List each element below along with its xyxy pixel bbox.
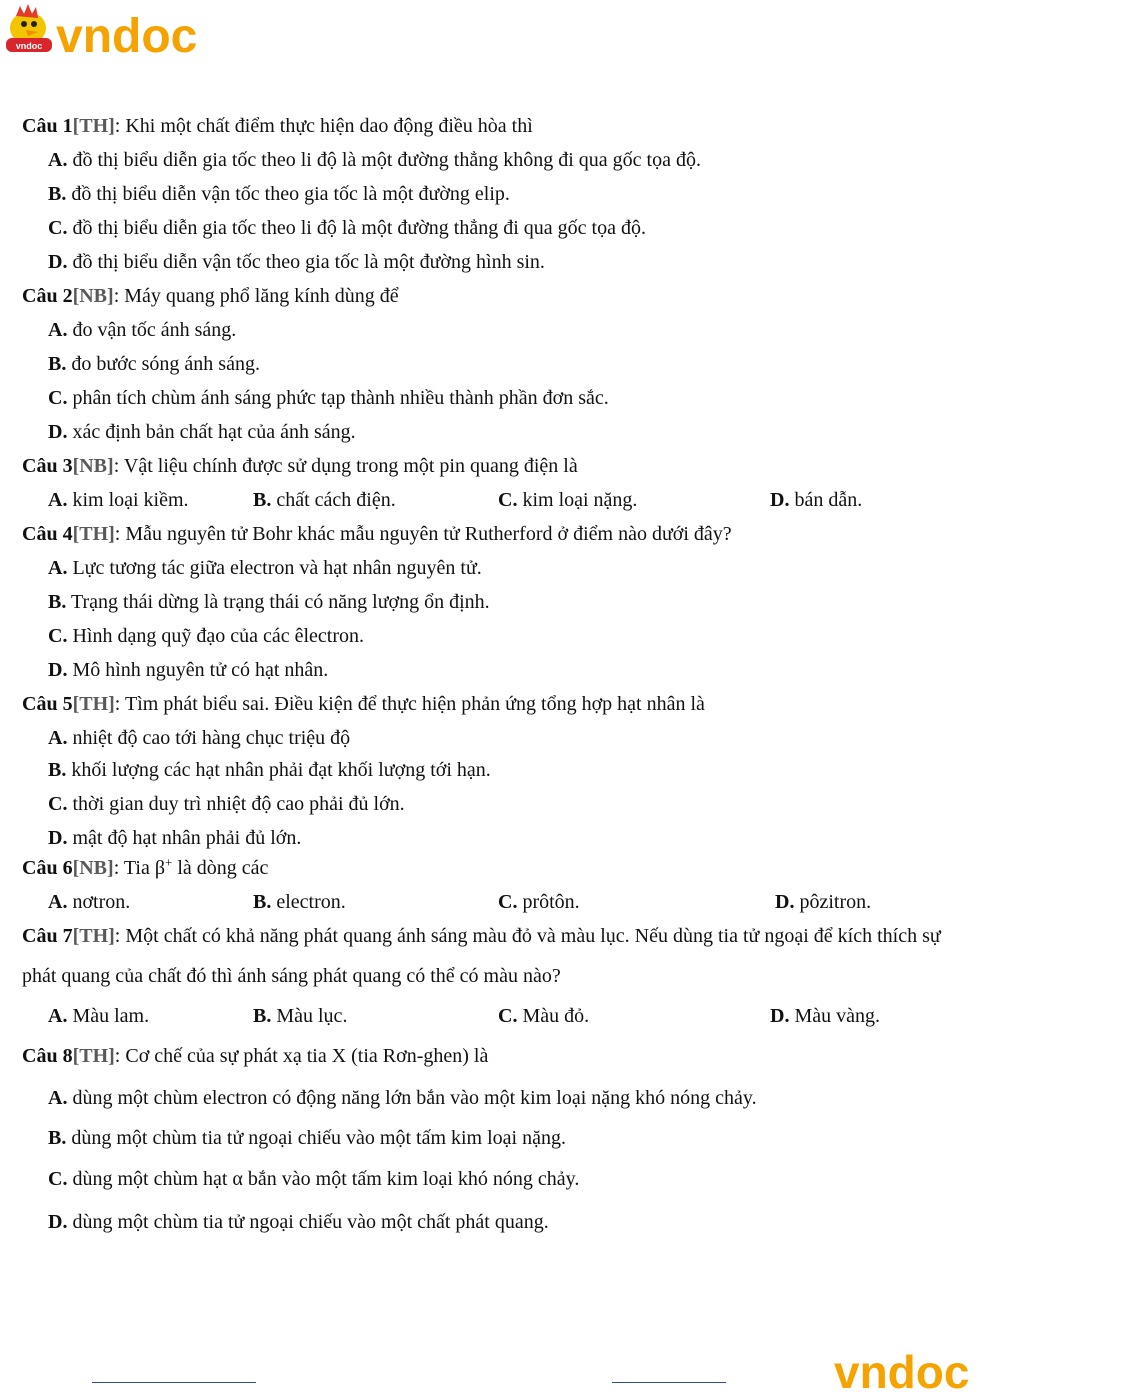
question-4-option-b[interactable]: B. Trạng thái dừng là trạng thái có năng lượng ổn định. — [48, 591, 490, 613]
footer-link-underline-right[interactable] — [612, 1382, 726, 1383]
question-7-option-b[interactable]: B. Màu lục. — [253, 1005, 348, 1027]
question-2-option-b[interactable]: B. đo bước sóng ánh sáng. — [48, 353, 260, 375]
question-8-option-a[interactable]: A. dùng một chùm electron có động năng lớn bắn vào một kim loại nặng khó nóng chảy. — [48, 1087, 757, 1109]
question-1-option-a[interactable]: A. đồ thị biểu diễn gia tốc theo li độ là một đường thẳng không đi qua gốc tọa độ. — [48, 149, 701, 171]
question-3-title: Câu 3[NB]: Vật liệu chính được sử dụng trong một pin quang điện là — [22, 455, 578, 477]
question-7-option-c[interactable]: C. Màu đỏ. — [498, 1005, 590, 1027]
question-4-option-d[interactable]: D. Mô hình nguyên tử có hạt nhân. — [48, 659, 329, 681]
question-8-option-d[interactable]: D. dùng một chùm tia tử ngoại chiếu vào một chất phát quang. — [48, 1211, 549, 1233]
question-8-option-b[interactable]: B. dùng một chùm tia tử ngoại chiếu vào một tấm kim loại nặng. — [48, 1127, 566, 1149]
question-6-option-b[interactable]: B. electron. — [253, 891, 346, 913]
question-6-option-d[interactable]: D. pôzitron. — [775, 891, 872, 913]
question-8-option-c[interactable]: C. dùng một chùm hạt α bắn vào một tấm kim loại khó nóng chảy. — [48, 1168, 580, 1190]
question-5-option-b[interactable]: B. khối lượng các hạt nhân phải đạt khối lượng tới hạn. — [48, 759, 491, 781]
question-6-option-a[interactable]: A. nơtron. — [48, 891, 131, 913]
question-3-option-d[interactable]: D. bán dẫn. — [770, 489, 863, 511]
question-1-option-c[interactable]: C. đồ thị biểu diễn gia tốc theo li độ là một đường thẳng đi qua gốc tọa độ. — [48, 217, 646, 239]
question-1-title: Câu 1[TH]: Khi một chất điểm thực hiện dao động điều hòa thì — [22, 115, 533, 137]
question-3-option-c[interactable]: C. kim loại nặng. — [498, 489, 638, 511]
question-4-title: Câu 4[TH]: Mẫu nguyên tử Bohr khác mẫu nguyên tử Rutherford ở điểm nào dưới đây? — [22, 523, 732, 545]
question-8-title: Câu 8[TH]: Cơ chế của sự phát xạ tia X (tia Rơn-ghen) là — [22, 1045, 489, 1067]
question-2-option-c[interactable]: C. phân tích chùm ánh sáng phức tạp thành nhiều thành phần đơn sắc. — [48, 387, 609, 409]
question-1-option-d[interactable]: D. đồ thị biểu diễn vận tốc theo gia tốc là một đường hình sin. — [48, 251, 545, 273]
question-6-options-row — [48, 890, 1108, 914]
question-7-option-d[interactable]: D. Màu vàng. — [770, 1005, 880, 1027]
footer-vndoc-logo — [834, 1346, 1006, 1394]
question-5-title: Câu 5[TH]: Tìm phát biểu sai. Điều kiện để thực hiện phản ứng tổng hợp hạt nhân là — [22, 693, 705, 715]
question-3-option-b[interactable]: B. chất cách điện. — [253, 489, 396, 511]
question-3-options-row — [48, 488, 1108, 512]
svg-text:vndoc: vndoc — [834, 1346, 970, 1394]
question-5-option-d[interactable]: D. mật độ hạt nhân phải đủ lớn. — [48, 827, 302, 849]
question-7-title-continued: phát quang của chất đó thì ánh sáng phát quang có thể có màu nào? — [22, 965, 561, 987]
question-4-option-a[interactable]: A. Lực tương tác giữa electron và hạt nhân nguyên tử. — [48, 557, 482, 579]
question-2-option-d[interactable]: D. xác định bản chất hạt của ánh sáng. — [48, 421, 356, 443]
question-2-option-a[interactable]: A. đo vận tốc ánh sáng. — [48, 319, 237, 341]
question-6-option-c[interactable]: C. prôtôn. — [498, 891, 580, 913]
question-6-title: Câu 6[NB]: Tia β+ là dòng các — [22, 854, 269, 879]
vndoc-logo — [2, 4, 234, 56]
question-7-option-a[interactable]: A. Màu lam. — [48, 1005, 150, 1027]
question-4-option-c[interactable]: C. Hình dạng quỹ đạo của các êlectron. — [48, 625, 364, 647]
question-5-option-c[interactable]: C. thời gian duy trì nhiệt độ cao phải đủ lớn. — [48, 793, 405, 815]
question-3-option-a[interactable]: A. kim loại kiềm. — [48, 489, 189, 511]
mascot-icon — [6, 4, 52, 52]
logo-wordmark: vndoc — [56, 10, 198, 56]
question-7-title: Câu 7[TH]: Một chất có khả năng phát quang ánh sáng màu đỏ và màu lục. Nếu dùng tia tử ngoại để kích thích sự — [22, 925, 941, 947]
question-2-title: Câu 2[NB]: Máy quang phổ lăng kính dùng để — [22, 285, 399, 307]
svg-text:vndoc: vndoc — [15, 41, 43, 51]
footer-link-underline-left[interactable] — [92, 1382, 256, 1383]
question-1-option-b[interactable]: B. đồ thị biểu diễn vận tốc theo gia tốc là một đường elip. — [48, 183, 510, 205]
question-7-options-row — [48, 1004, 1108, 1028]
question-5-option-a[interactable]: A. nhiệt độ cao tới hàng chục triệu độ — [48, 727, 351, 749]
